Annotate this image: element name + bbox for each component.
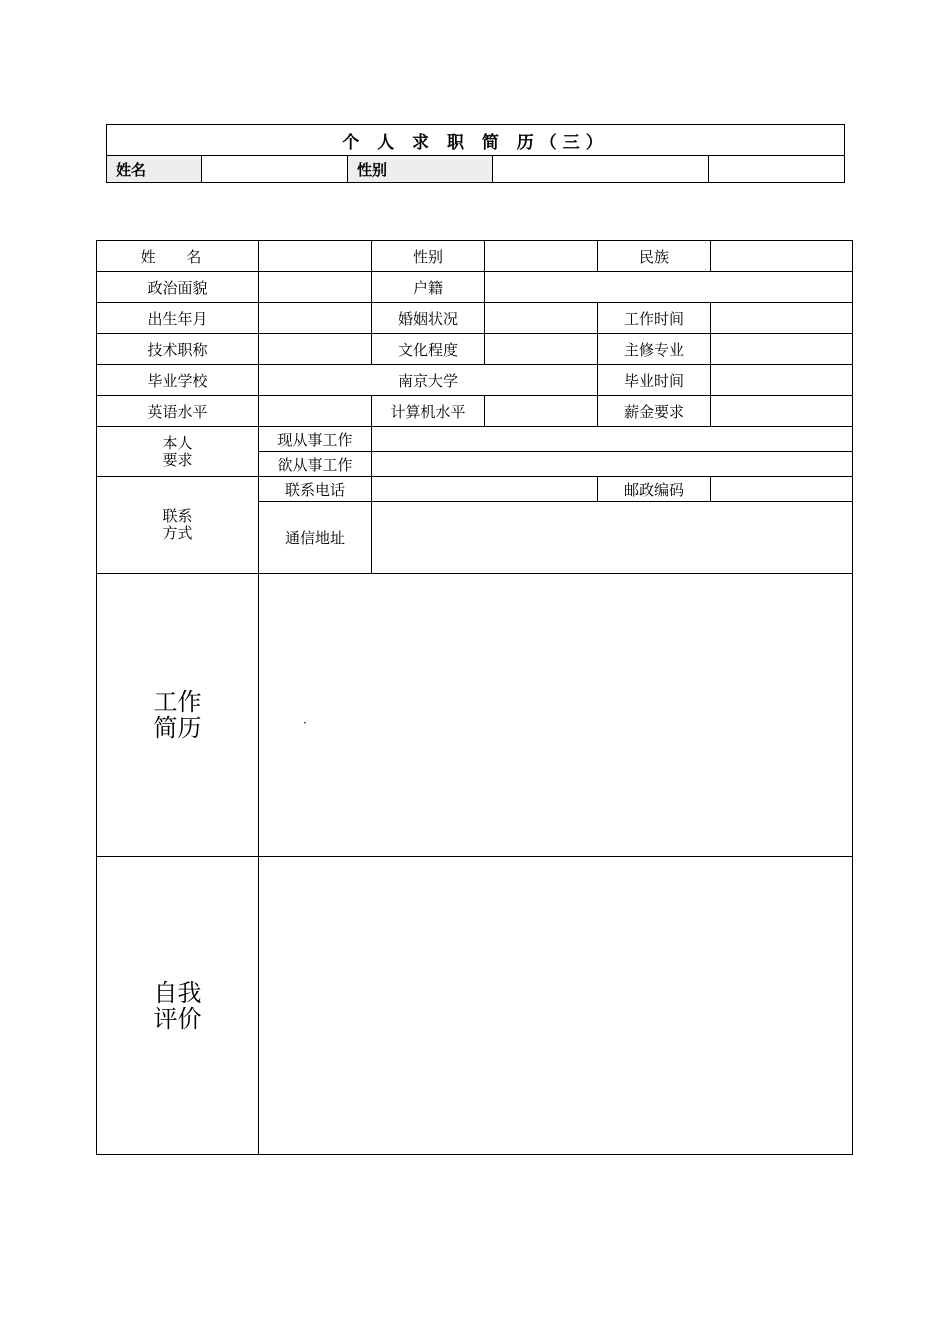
address-field[interactable] [372,502,853,574]
marital-field[interactable] [485,303,598,334]
contact-label-line1: 联系 [162,507,193,525]
birth-field[interactable] [259,303,372,334]
desired-job-label: 欲从事工作 [259,452,372,477]
grad-time-field[interactable] [711,365,853,396]
phone-field[interactable] [372,477,598,502]
header-extra-field[interactable] [709,156,845,183]
contact-label-line2: 方式 [162,524,193,542]
gender-label: 性别 [372,241,485,272]
computer-label: 计算机水平 [372,396,485,427]
school-field[interactable]: 南京大学 [259,365,598,396]
name-field[interactable] [259,241,372,272]
education-field[interactable] [485,334,598,365]
computer-field[interactable] [485,396,598,427]
major-field[interactable] [711,334,853,365]
political-label: 政治面貌 [97,272,259,303]
gender-field[interactable] [485,241,598,272]
self-eval-label-line1: 自我 [153,978,202,1007]
header-gender-field[interactable] [493,156,709,183]
title-label: 技术职称 [97,334,259,365]
name-label: 姓 名 [97,241,259,272]
salary-field[interactable] [711,396,853,427]
contact-label [97,477,259,574]
ethnicity-label: 民族 [598,241,711,272]
salary-label: 薪金要求 [598,396,711,427]
work-history-mark: · [303,716,307,730]
request-label [97,427,259,477]
grad-time-label: 毕业时间 [598,365,711,396]
resume-title: 个 人 求 职 简 历（三） [107,125,845,156]
self-eval-label [97,857,259,1155]
work-history-label [97,574,259,857]
self-eval-field[interactable] [259,857,853,1155]
political-field[interactable] [259,272,372,303]
phone-label: 联系电话 [259,477,372,502]
current-job-label: 现从事工作 [259,427,372,452]
resume-form-table [96,240,853,1155]
request-label-line1: 本人 [162,433,193,452]
major-label: 主修专业 [598,334,711,365]
work-history-label-line2: 简历 [153,714,202,742]
ethnicity-field[interactable] [711,241,853,272]
school-label: 毕业学校 [97,365,259,396]
work-history-label-line1: 工作 [153,688,202,716]
postcode-label: 邮政编码 [598,477,711,502]
birth-label: 出生年月 [97,303,259,334]
request-label-line2: 要求 [162,450,193,469]
work-time-label: 工作时间 [598,303,711,334]
header-gender-label: 性别 [348,156,493,183]
desired-job-field[interactable] [372,452,853,477]
postcode-field[interactable] [711,477,853,502]
header-name-label: 姓名 [107,156,202,183]
current-job-field[interactable] [372,427,853,452]
hukou-field[interactable] [485,272,853,303]
english-field[interactable] [259,396,372,427]
self-eval-label-line2: 评价 [153,1004,202,1033]
header-table [106,124,845,183]
work-time-field[interactable] [711,303,853,334]
hukou-label: 户籍 [372,272,485,303]
title-field[interactable] [259,334,372,365]
education-label: 文化程度 [372,334,485,365]
marital-label: 婚姻状况 [372,303,485,334]
english-label: 英语水平 [97,396,259,427]
work-history-field[interactable] [259,574,853,857]
address-label: 通信地址 [259,502,372,574]
header-name-field[interactable] [202,156,348,183]
